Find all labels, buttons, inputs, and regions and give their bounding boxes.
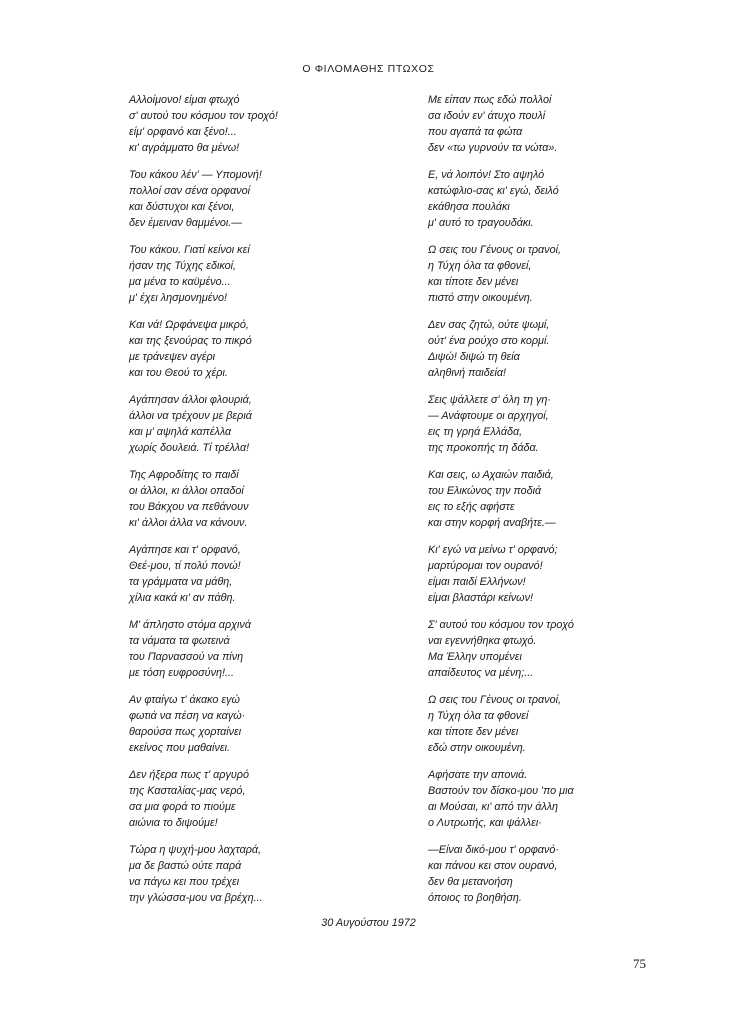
verse-line: κι' αγράμματο θα μένω! [129, 142, 240, 154]
stanza [428, 767, 668, 831]
verse-line: σα μια φορά το πιούμε [129, 801, 236, 813]
verse-line: ήσαν της Τύχης εδικοί, [129, 260, 237, 272]
verse-line: δεν «τω γυρνούν τα νώτα». [428, 142, 558, 154]
verse-line: που αγαπά τα φώτα [428, 126, 523, 138]
verse-line: Μα Έλλην υπομένει [428, 651, 522, 663]
verse-line: αι Μούσαι, κι' από την άλλη [428, 801, 559, 813]
verse-line: εις το εξής αφήστε [428, 501, 515, 513]
stanza [129, 167, 359, 231]
verse-line: Μ' άπληστο στόμα αρχινά [129, 619, 251, 631]
verse-line: την γλώσσα-μου να βρέχη... [129, 892, 263, 904]
verse-line: και της ξενούρας το πικρό [129, 335, 252, 347]
verse-line: ο Λυτρωτής, και ψάλλει· [428, 817, 542, 829]
verse-line: πιστό στην οικουμένη. [428, 292, 533, 304]
verse-line: Τώρα η ψυχή-μου λαχταρά, [129, 844, 262, 856]
verse-line: Δεν ήξερα πως τ' αργυρό [129, 769, 249, 781]
verse-line: μαρτύρομαι τον ουρανό! [428, 560, 543, 572]
stanza [428, 842, 668, 906]
verse-line: Αγάπησαν άλλοι φλουριά, [129, 394, 252, 406]
verse-line: Θεέ-μου, τί πολύ πονώ! [129, 560, 241, 572]
verse-line: κατώφλιο-σας κι' εγώ, δειλό [428, 185, 559, 197]
verse-line: Και σεις, ω Αχαιών παιδιά, [428, 469, 554, 481]
verse-line: χίλια κακά κι' αν πάθη. [129, 592, 236, 604]
verse-line: είμαι βλαστάρι κείνων! [428, 592, 533, 604]
verse-line: σα ιδούν εν' άτυχο πουλί [428, 110, 546, 122]
verse-line: Αν φταίγω τ' άκακο εγώ [129, 694, 240, 706]
verse-line: Ω σεις του Γένους οι τρανοί, [428, 244, 562, 256]
verse-line: του Παρνασσού να πίνη [129, 651, 244, 663]
verse-line: Αφήσατε την απονιά. [428, 769, 528, 781]
verse-line: και τίποτε δεν μένει [428, 276, 519, 288]
stanza [129, 692, 359, 756]
verse-line: και δύστυχοι και ξένοι, [129, 201, 235, 213]
verse-line: δεν έμειναν θαμμένοι.— [129, 217, 243, 229]
verse-line: απαίδευτος να μένη;... [428, 667, 534, 679]
left-column [129, 92, 359, 917]
verse-line: Βαστούν τον δίσκο-μου 'πο μια [428, 785, 574, 797]
stanza [129, 542, 359, 606]
verse-line: δεν θα μετανοήση [428, 876, 513, 888]
verse-line: τα γράμματα να μάθη, [129, 576, 233, 588]
verse-line: θαρούσα πως χορταίνει [129, 726, 242, 738]
stanza [428, 617, 668, 681]
verse-line: φωτιά να πέση να καγώ· [129, 710, 246, 722]
verse-line: του Βάκχου να πεθάνουν [129, 501, 249, 513]
verse-line: και στην κορφή αναβήτε.— [428, 517, 556, 529]
stanza [129, 467, 359, 531]
verse-line: της Κασταλίας-μας νερό, [129, 785, 246, 797]
stanza [129, 617, 359, 681]
verse-line: Σ' αυτού του κόσμου τον τροχό [428, 619, 574, 631]
verse-line: της προκοπής τη δάδα. [428, 442, 539, 454]
verse-line: εκείνος που μαθαίνει. [129, 742, 230, 754]
stanza [428, 542, 668, 606]
verse-line: και μ' αψηλά καπέλλα [129, 426, 232, 438]
verse-line: Αλλοίμονο! είμαι φτωχό [129, 94, 240, 106]
stanza [129, 392, 359, 456]
verse-line: Ε, νά λοιπόν! Στο αψηλό [428, 169, 545, 181]
verse-line: Της Αφροδίτης το παιδί [129, 469, 239, 481]
stanza [129, 242, 359, 306]
page-number: 75 [633, 956, 646, 971]
stanza [129, 767, 359, 831]
verse-line: Ω σεις του Γένους οι τρανοί, [428, 694, 562, 706]
verse-line: μ' έχει λησμονημένο! [129, 292, 227, 304]
verse-line: κι' άλλοι άλλα να κάνουν. [129, 517, 248, 529]
verse-line: οι άλλοι, κι άλλοι οπαδοί [129, 485, 244, 497]
verse-line: ούτ' ένα ρούχο στο κορμί. [428, 335, 550, 347]
verse-line: να πάγω κει που τρέχει [129, 876, 240, 888]
verse-line: Σεις ψάλλετε σ' όλη τη γη· [428, 394, 551, 406]
verse-line: εις τη γρηά Ελλάδα, [428, 426, 523, 438]
verse-line: πολλοί σαν σένα ορφανοί [129, 185, 251, 197]
verse-line: Με είπαν πως εδώ πολλοί [428, 94, 552, 106]
verse-line: εδώ στην οικουμένη. [428, 742, 526, 754]
stanza [428, 242, 668, 306]
verse-line: άλλοι να τρέχουν με βεριά [129, 410, 252, 422]
verse-line: αληθινή παιδεία! [428, 367, 507, 379]
verse-line: του Ελικώνος την ποδιά [428, 485, 542, 497]
verse-line: και πάνου κει στον ουρανό, [428, 860, 558, 872]
verse-line: μ' αυτό το τραγουδάκι. [428, 217, 534, 229]
stanza [428, 392, 668, 456]
verse-line: και τίποτε δεν μένει [428, 726, 519, 738]
verse-line: είμ' ορφανό και ξένο!... [129, 126, 237, 138]
stanza [428, 317, 668, 381]
stanza [428, 467, 668, 531]
stanza [129, 842, 359, 906]
verse-line: Κι' εγώ να μείνω τ' ορφανό; [428, 544, 558, 556]
verse-line: χωρίς δουλειά. Τί τρέλλα! [129, 442, 250, 454]
verse-line: αιώνια το διψούμε! [129, 817, 218, 829]
verse-line: ναι εγεννήθηκα φτωχό. [428, 635, 537, 647]
verse-line: Αγάπησε και τ' ορφανό, [129, 544, 241, 556]
stanza [428, 92, 668, 156]
verse-line: Του κάκου λέν' — Υπομονή! [129, 169, 262, 181]
right-column [428, 92, 668, 917]
verse-line: — Ανάφτουμε οι αρχηγοί, [428, 410, 549, 422]
verse-line: τα νάματα τα φωτεινά [129, 635, 230, 647]
verse-line: —Είναι δικό-μου τ' ορφανό· [428, 844, 559, 856]
verse-line: με τράνεψεν αγέρι [129, 351, 216, 363]
verse-line: σ' αυτού του κόσμου τον τροχό! [129, 110, 278, 122]
verse-line: εκάθησα πουλάκι [428, 201, 510, 213]
stanza [129, 317, 359, 381]
verse-line: Και νά! Ωρφάνεψα μικρό, [129, 319, 249, 331]
verse-line: όποιος το βοηθήση. [428, 892, 522, 904]
poem-date: 30 Αυγούστου 1972 [321, 917, 416, 929]
verse-line: η Τύχη όλα τα φθονεί, [428, 260, 532, 272]
stanza [428, 167, 668, 231]
stanza [129, 92, 359, 156]
verse-line: μα μένα το καϋμένο... [129, 276, 231, 288]
stanza [428, 692, 668, 756]
verse-line: Διψώ! διψώ τη θεία [428, 351, 520, 363]
verse-line: μα δε βαστώ ούτε παρά [129, 860, 242, 872]
verse-line: η Τύχη όλα τα φθονεί [428, 710, 529, 722]
verse-line: με τόση ευφροσύνη!... [129, 667, 234, 679]
verse-line: είμαι παιδί Ελλήνων! [428, 576, 526, 588]
verse-line: και του Θεού το χέρι. [129, 367, 228, 379]
verse-line: Του κάκου. Γιατί κείνοι κεί [129, 244, 250, 256]
verse-line: Δεν σας ζητώ, ούτε ψωμί, [428, 319, 550, 331]
poem-title: Ο ΦΙΛΟΜΑΘΗΣ ΠΤΩΧΟΣ [302, 63, 435, 75]
